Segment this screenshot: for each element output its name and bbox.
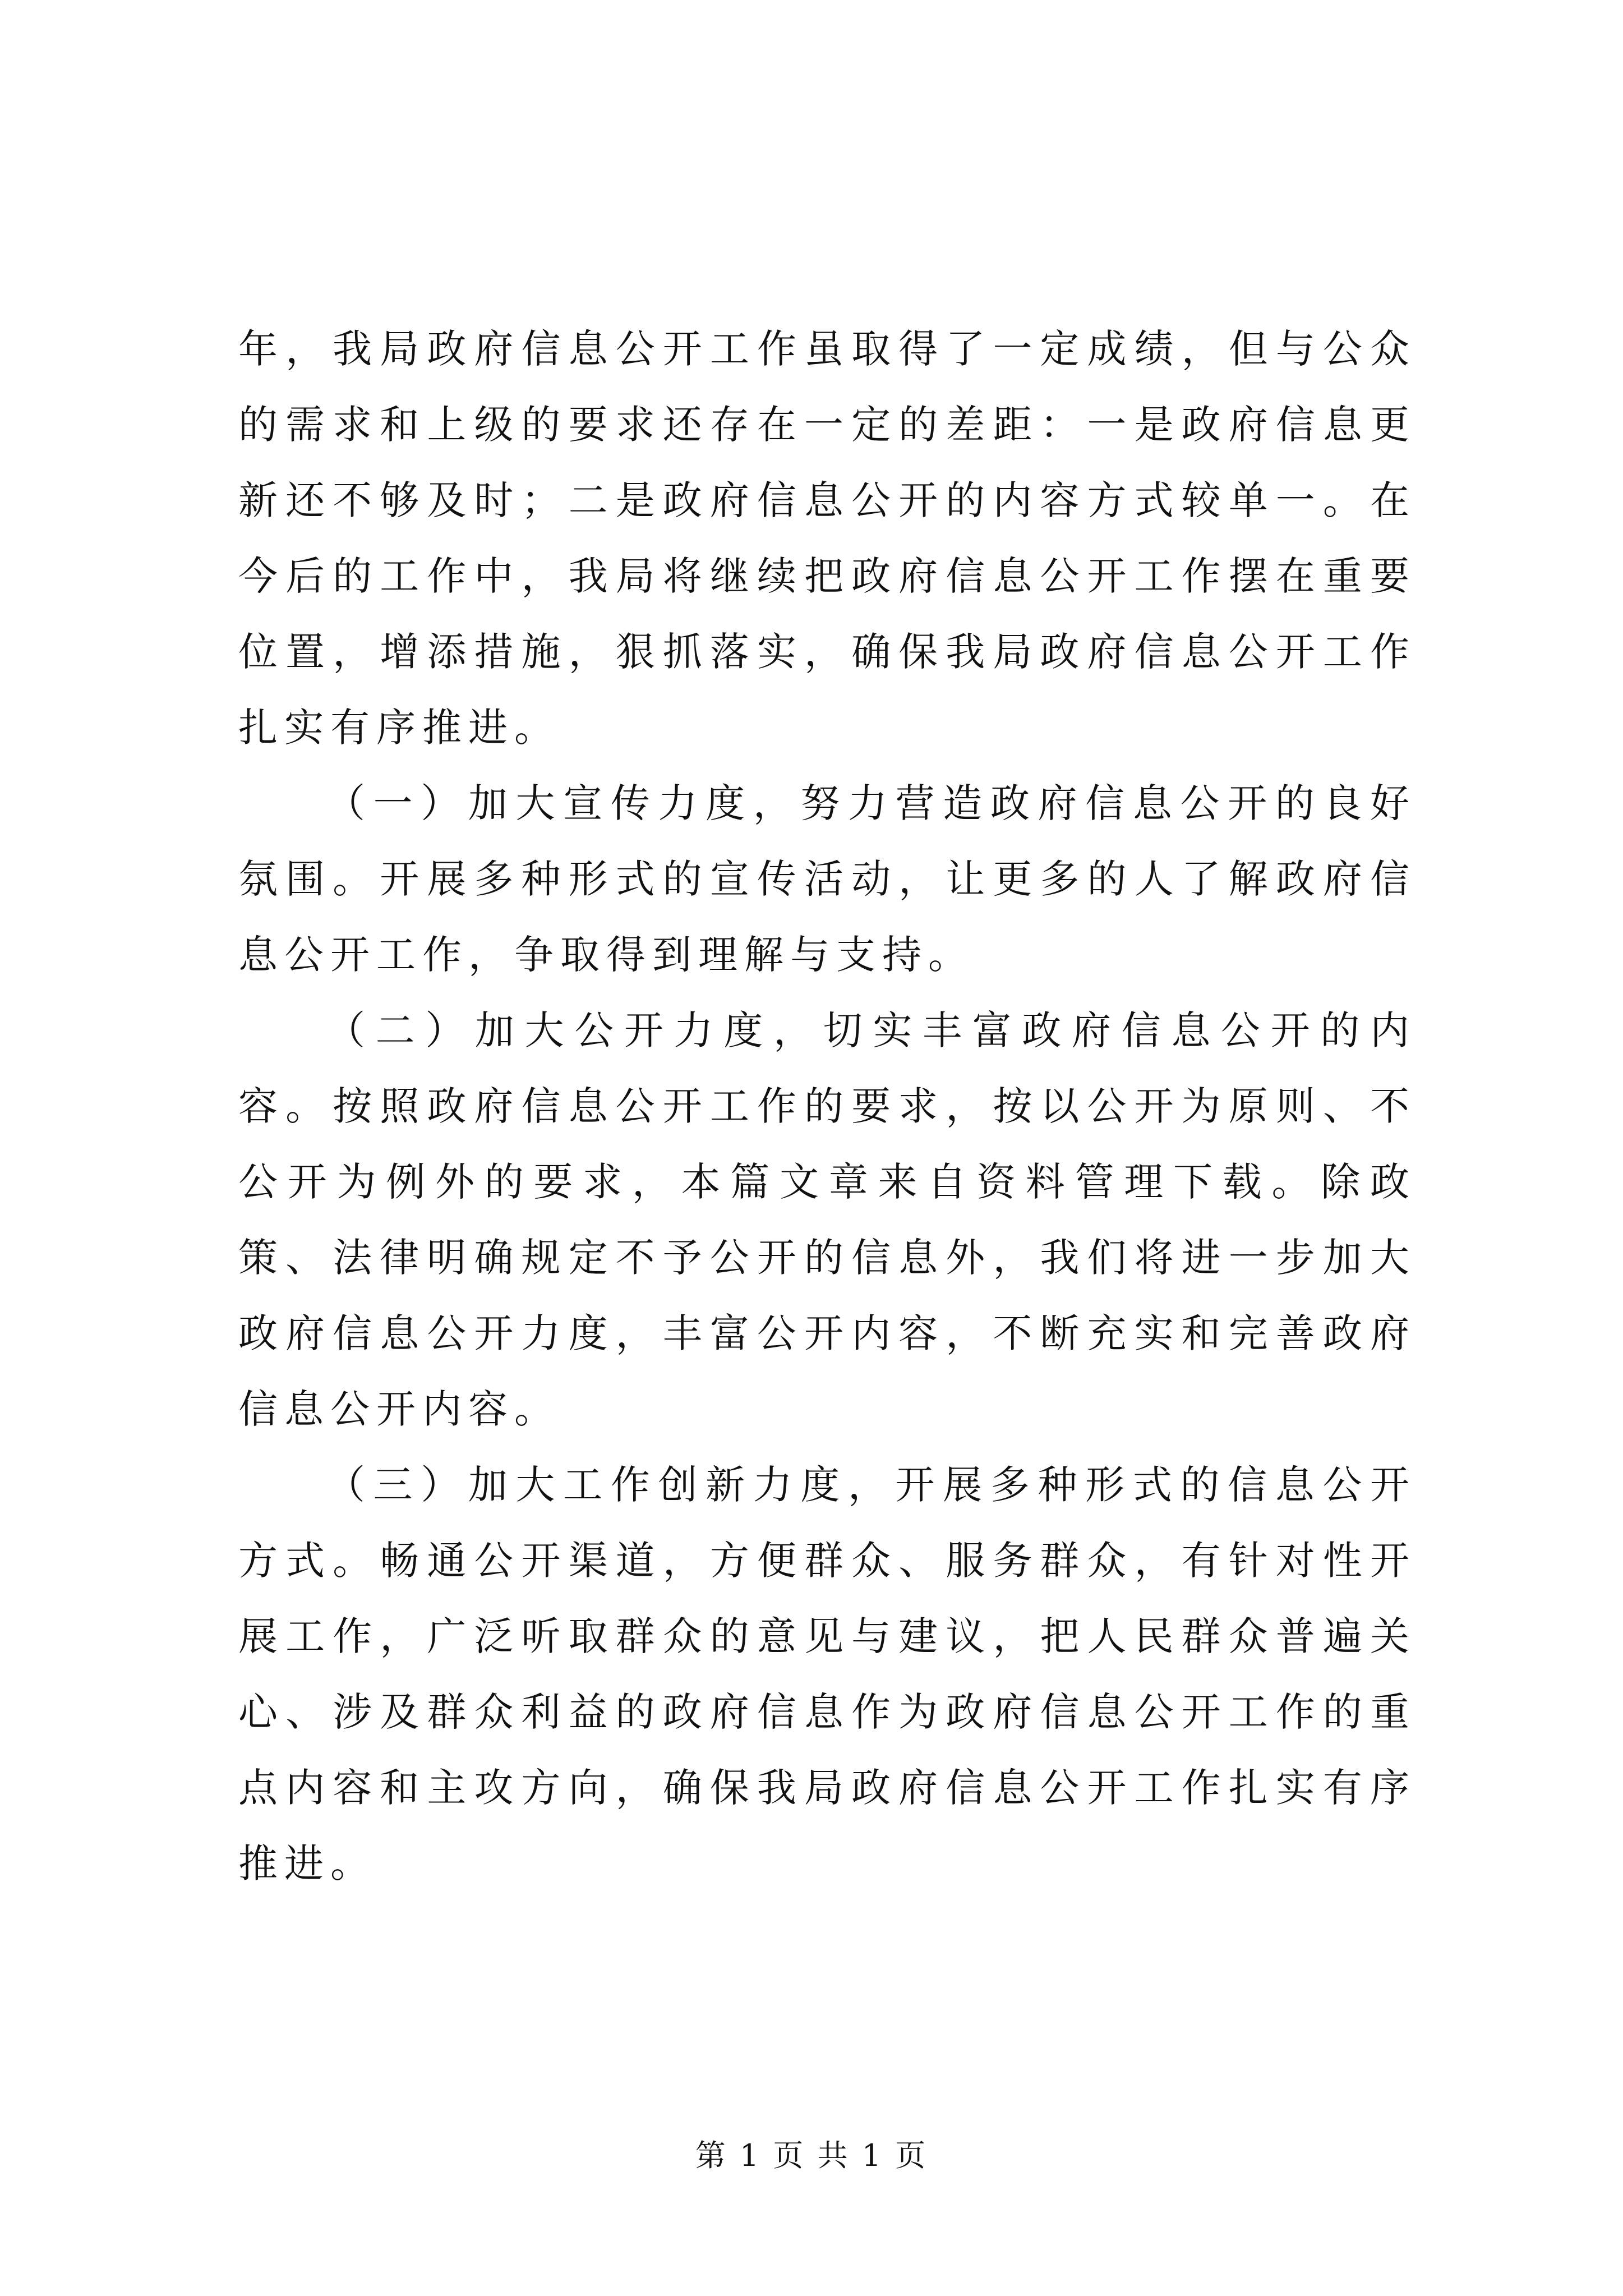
page-number-footer: 第 1 页 共 1 页 (695, 2138, 928, 2173)
paragraph-item-1: （一）加大宣传力度，努力营造政府信息公开的良好氛围。开展多种形式的宣传活动，让更多的人了解政府信息公开工作，争取得到理解与支持。 (238, 780, 1416, 978)
paragraph-item-3: （三）加大工作创新力度，开展多种形式的信息公开方式。畅通公开渠道，方便群众、服务群众，有针对性开展工作，广泛听取群众的意见与建议，把人民群众普遍关心、涉及群众利益的政府信息作为政府信息公开工作的重点内容和主攻方向，确保我局政府信息公开工作扎实有序推进。 (238, 1462, 1416, 1887)
paragraph-intro: 年，我局政府信息公开工作虽取得了一定成绩，但与公众的需求和上级的要求还存在一定的差距：一是政府信息更新还不够及时；二是政府信息公开的内容方式较单一。在今后的工作中，我局将继续把政府信息公开工作摆在重要位置，增添措施，狠抓落实，确保我局政府信息公开工作扎实有序推进。 (238, 326, 1416, 751)
document-body (238, 311, 1416, 1902)
paragraph-item-2: （二）加大公开力度，切实丰富政府信息公开的内容。按照政府信息公开工作的要求，按以公开为原则、不公开为例外的要求，本篇文章来自资料管理下载。除政策、法律明确规定不予公开的信息外，我们将进一步加大政府信息公开力度，丰富公开内容，不断充实和完善政府信息公开内容。 (238, 1007, 1416, 1432)
